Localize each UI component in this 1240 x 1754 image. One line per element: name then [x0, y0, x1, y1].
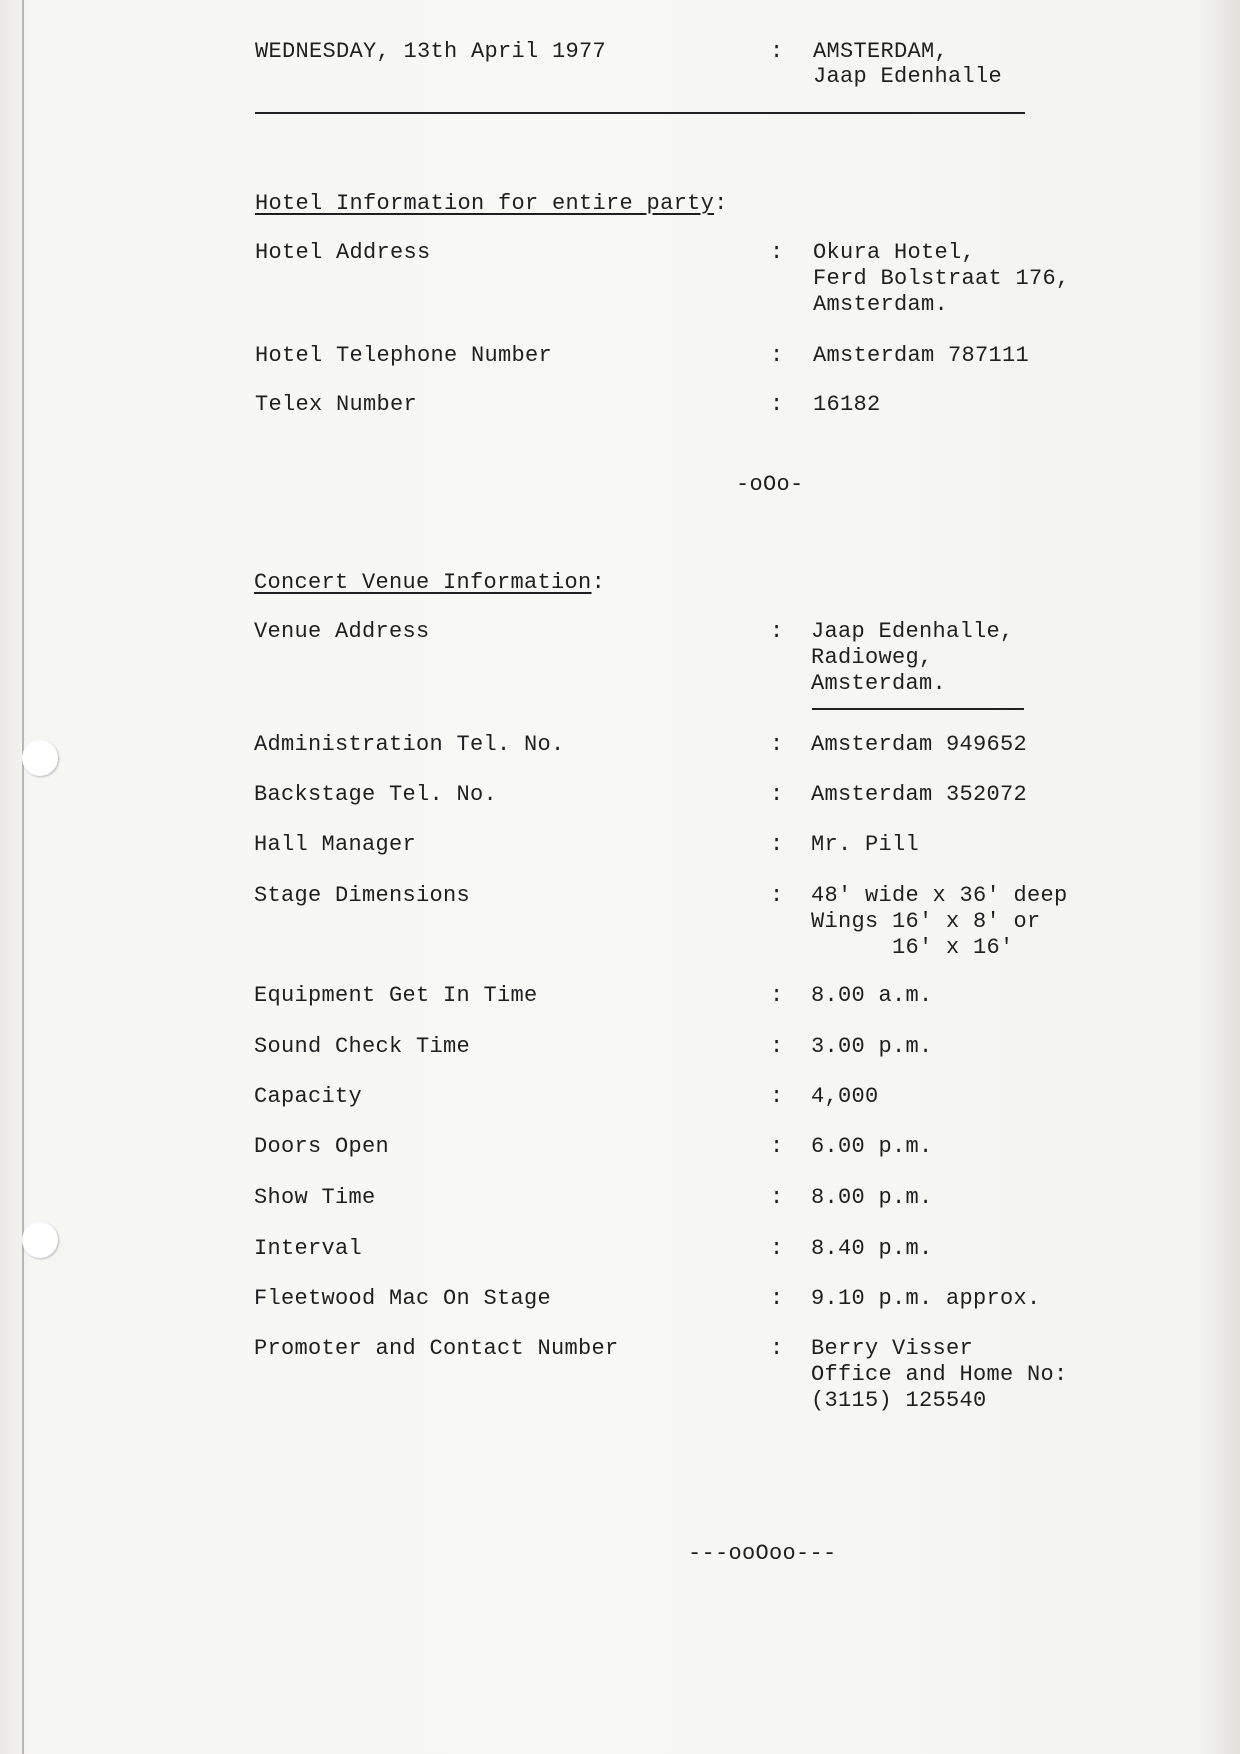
hotel-value: 16182	[813, 392, 881, 417]
venue-value: 9.10 p.m. approx.	[811, 1286, 1041, 1311]
header-rule	[255, 112, 1025, 114]
venue-colon: :	[770, 983, 784, 1008]
venue-value: Jaap Edenhalle,	[811, 619, 1014, 644]
venue-colon: :	[770, 782, 784, 807]
venue-value: 8.00 p.m.	[811, 1185, 933, 1210]
venue-colon: :	[770, 1236, 784, 1261]
punch-hole-lower	[22, 1222, 58, 1258]
venue-value: Radioweg,	[811, 645, 933, 670]
venue-value: 16' x 16'	[811, 935, 1014, 960]
venue-label: Equipment Get In Time	[254, 983, 538, 1008]
venue-value: Amsterdam 949652	[811, 732, 1028, 757]
venue-value: Amsterdam 352072	[811, 782, 1028, 807]
venue-label: Fleetwood Mac On Stage	[254, 1286, 552, 1311]
hotel-value: Amsterdam.	[813, 292, 949, 317]
venue-value: 8.40 p.m.	[811, 1236, 933, 1261]
hotel-label: Telex Number	[255, 392, 418, 417]
separator-end: ---ooOoo---	[688, 1541, 837, 1566]
hotel-label: Hotel Address	[255, 240, 431, 265]
hotel-colon: :	[770, 240, 784, 265]
venue-colon: :	[770, 732, 784, 757]
venue-label: Sound Check Time	[254, 1034, 471, 1059]
venue-colon: :	[770, 1336, 784, 1361]
venue-value: Mr. Pill	[811, 832, 920, 857]
hotel-value: Ferd Bolstraat 176,	[813, 266, 1070, 291]
hotel-value: Amsterdam 787111	[813, 343, 1030, 368]
venue-label: Promoter and Contact Number	[254, 1336, 619, 1361]
hotel-colon: :	[770, 343, 784, 368]
hotel-heading: Hotel Information for entire party:	[255, 191, 728, 216]
venue-label: Show Time	[254, 1185, 376, 1210]
venue-colon: :	[770, 832, 784, 857]
venue-label: Hall Manager	[254, 832, 417, 857]
venue-colon: :	[770, 1084, 784, 1109]
separator-small: -oOo-	[736, 472, 804, 497]
venue-value: Office and Home No:	[811, 1362, 1068, 1387]
header-venue: Jaap Edenhalle	[813, 64, 1003, 89]
venue-label: Stage Dimensions	[254, 883, 471, 908]
venue-value: Berry Visser	[811, 1336, 974, 1361]
venue-value: 6.00 p.m.	[811, 1134, 933, 1159]
venue-colon: :	[770, 619, 784, 644]
venue-label: Interval	[254, 1236, 363, 1261]
venue-value: (3115) 125540	[811, 1388, 987, 1413]
venue-value: 3.00 p.m.	[811, 1034, 933, 1059]
venue-colon: :	[770, 1185, 784, 1210]
venue-label: Administration Tel. No.	[254, 732, 565, 757]
hotel-value: Okura Hotel,	[813, 240, 976, 265]
hotel-label: Hotel Telephone Number	[255, 343, 553, 368]
venue-colon: :	[770, 883, 784, 908]
venue-colon: :	[770, 1134, 784, 1159]
venue-label: Capacity	[254, 1084, 363, 1109]
venue-value: 8.00 a.m.	[811, 983, 933, 1008]
punch-hole-upper	[22, 740, 58, 776]
venue-value: Amsterdam.	[811, 671, 947, 696]
venue-heading: Concert Venue Information:	[254, 570, 606, 595]
venue-label: Backstage Tel. No.	[254, 782, 498, 807]
header-date: WEDNESDAY, 13th April 1977	[255, 39, 607, 64]
header-city: AMSTERDAM,	[813, 39, 949, 64]
venue-value: 48' wide x 36' deep	[811, 883, 1068, 908]
venue-colon: :	[770, 1034, 784, 1059]
venue-value: 4,000	[811, 1084, 879, 1109]
venue-value: Wings 16' x 8' or	[811, 909, 1041, 934]
page-edge	[22, 0, 24, 1754]
venue-colon: :	[770, 1286, 784, 1311]
header-colon: :	[770, 39, 784, 64]
venue-label: Venue Address	[254, 619, 430, 644]
venue-label: Doors Open	[254, 1134, 390, 1159]
hotel-colon: :	[770, 392, 784, 417]
venue-address-rule	[812, 708, 1024, 710]
